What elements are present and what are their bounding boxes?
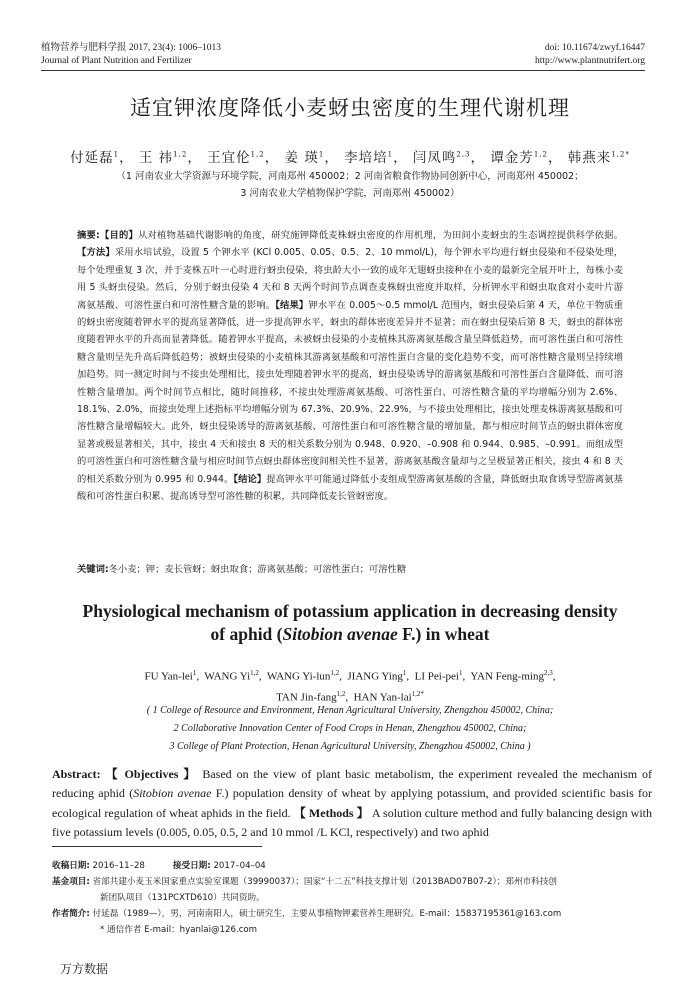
author-affiliation-mark: 1 bbox=[113, 150, 120, 159]
author-affiliation-mark: 1,2 bbox=[336, 689, 346, 698]
funding-label: 基金项目: bbox=[52, 877, 90, 887]
abstract-label: 摘要: bbox=[77, 230, 100, 241]
received-date: 2016–11–28 bbox=[92, 861, 145, 871]
results-text: 钾水平在 0.005～0.5 mmol/L 范围内，蚜虫侵染后第 4 天，单位干物质重的蚜虫密度随着钾水平的提高显著降低，进一步提高钾水平，蚜虫的群体密度差异并不显著；而在蚜虫侵染后第 8 天，蚜虫的群体密度随着钾水平的升高而显著降低。随着钾水平提高，未被蚜虫侵染的小麦植株其游离氨基酸含量呈降低趋势，而可溶性蛋白和可溶性糖含量则呈先升高后降低趋势；被蚜虫侵染的小麦植株其游离氨基酸和可溶性蛋白含量的变化趋势不变，而可溶性糖含量则呈持续增加趋势。同一测定时间与不接虫处理相比，接虫处理随着钾水平的提高，蚜虫侵染诱导的游离氨基酸和可溶性蛋白含量降低、而可溶性糖含量增加。两个时间节点相比，随时间推移，不接虫处理游离氨基酸、可溶性蛋白、可溶性糖含量的平均增幅分别为 2.6%、18.1%、2.0%，而接虫处理上述指标平均增幅分别为 67.3%、20.9%、22.9%，与不接虫处理相比，接虫处理麦株游离氨基酸和可溶性糖含量增幅较大。此外，蚜虫侵染诱导的游离氨基酸、可溶性蛋白和可溶性糖含量的增加量，都与相应时间节点的蚜虫群体密度显著或极显著相关，其中，接虫 4 天和接虫 8 天的相关系数分别为 0.948、0.920、–0.908 和 0.944、0.985、–0.991。而组成型的可溶性蛋白和可溶性糖含量与相应时间节点蚜虫群体密度间相关性不显著，游离氨基酸含量却与之呈极显著正相关，接虫 4 和 8 天的相关系数分别为 0.995 和 0.944。 bbox=[77, 299, 623, 485]
affiliation-line: （1 河南农业大学资源与环境学院，河南郑州 450002；2 河南省粮食作物协同创新中心，河南郑州 450002； bbox=[116, 171, 584, 182]
journal-citation-cn: 植物营养与肥料学报 2017, 23(4): 1006–1013 bbox=[41, 43, 221, 53]
author-affiliation-mark: 1 bbox=[402, 669, 407, 677]
author-affiliation-mark: 1,2 bbox=[173, 150, 188, 159]
species-name: Sitobion avenae bbox=[133, 786, 212, 801]
title-suffix: F.) in wheat bbox=[397, 624, 490, 644]
author-name: 付延磊 bbox=[70, 150, 114, 166]
doi-info bbox=[535, 42, 645, 68]
keywords-text: 冬小麦；钾；麦长管蚜；蚜虫取食；游离氨基酸；可溶性蛋白；可溶性糖 bbox=[108, 564, 407, 575]
author-info-row bbox=[52, 906, 652, 922]
journal-url-link[interactable]: http://www.plantnutrifert.org bbox=[534, 56, 645, 66]
methods-text: 采用水培试验，设置 5 个钾水平 (KCl 0.005、0.05、0.5、2、10 mmol/L)，每个钾水平均进行蚜虫侵染和不侵染处理，每个处理重复 3 次，并于麦株五叶一心时进行蚜虫侵染，将虫龄大小一致的成年无翅蚜虫接种在小麦的最新完全展开叶上，每株小麦用 5 头蚜虫侵染。然后，分别于蚜虫侵染 4 天和 8 天两个时间节点调查麦株蚜虫密度并取样，分析钾水平和蚜虫取食对小麦叶片游离氨基酸、可溶性蛋白和可溶性糖含量的影响。 bbox=[77, 247, 623, 311]
chinese-affiliations bbox=[40, 168, 660, 202]
doi-text: doi: 10.11674/zwyf.16447 bbox=[544, 43, 645, 53]
conclusions-label: 【结论】 bbox=[233, 473, 267, 485]
author-affiliation-mark: 1 bbox=[192, 669, 197, 677]
chinese-title: 适宜钾浓度降低小麦蚜虫密度的生理代谢机理 bbox=[130, 96, 570, 120]
received-label: 收稿日期: bbox=[52, 861, 90, 871]
affiliation-line: ( 1 College of Resource and Environment, Henan Agricultural University, Zhengzhou 450002, China; bbox=[146, 705, 554, 716]
objectives-label: 【 Objectives 】 bbox=[105, 767, 198, 781]
english-authors: FU Yan-lei$^1$, WANG Yi$^{1,2}$, WANG Yi-lun$^{1,2}$, JIANG Ying$^1$, LI Pei-pei$^1$, YAN Feng-ming$^{2,3}$, TAN Jin-fang$^{1,2}$, HAN Yan-lai$^{1,2*}$ bbox=[144, 669, 556, 704]
dates-row bbox=[52, 858, 652, 874]
author-affiliation-mark: 1,2 bbox=[330, 669, 340, 677]
author-info-label: 作者简介: bbox=[52, 909, 90, 919]
objectives-text: F.) population density of wheat by applying potassium, and provided scientific basis for ecological regulation of wheat aphids in the field. bbox=[52, 786, 653, 820]
author-name: FU Yan-lei bbox=[144, 670, 193, 683]
title-prefix: of aphid ( bbox=[210, 624, 283, 644]
affiliation-line: 3 河南农业大学植物保护学院，河南郑州 450002） bbox=[240, 188, 460, 199]
author-name: TAN Jin-fang bbox=[276, 691, 337, 704]
funding-text-continued: 新团队项目（131PCXTD610）共同资助。 bbox=[100, 893, 265, 903]
results-label: 【结果】 bbox=[275, 299, 309, 311]
author-affiliation-mark: 1,2* bbox=[611, 150, 630, 159]
accepted-label: 接受日期: bbox=[172, 861, 211, 871]
author-affiliation-mark: 2,3 bbox=[543, 669, 553, 677]
objectives-text: Based on the view of plant basic metabolism, the experiment revealed the mechanism of reducing aphid ( bbox=[52, 767, 653, 801]
accepted-date: 2017–04–04 bbox=[213, 861, 266, 871]
methods-label: 【 Methods 】 bbox=[293, 805, 369, 820]
author-affiliation-mark: 1,2 bbox=[250, 669, 259, 677]
author-name: 韩燕来 bbox=[567, 150, 612, 166]
corresponding-author: * 通信作者 E-mail：hyanlai@126.com bbox=[100, 925, 258, 935]
english-title-line1: Physiological mechanism of potassium application in decreasing density bbox=[82, 601, 618, 621]
abstract-label: Abstract: bbox=[52, 767, 101, 781]
author-name: LI Pei-pei bbox=[414, 670, 459, 683]
funding-row bbox=[52, 874, 652, 890]
objectives-text: 从对植物基础代谢影响的角度，研究施钾降低麦株蚜虫密度的作用机理，为田间小麦蚜虫的生态调控提供科学依据。 bbox=[138, 230, 623, 241]
objectives-label: 【目的】 bbox=[99, 230, 139, 241]
english-affiliations bbox=[40, 702, 660, 756]
author-name: WANG Yi bbox=[204, 670, 251, 683]
author-name: WANG Yi-lun bbox=[266, 670, 331, 683]
chinese-abstract bbox=[77, 227, 623, 506]
journal-name-en: Journal of Plant Nutrition and Fertilizer bbox=[41, 56, 192, 66]
author-name: 王 祎 bbox=[138, 150, 174, 166]
footnote-divider bbox=[52, 846, 262, 847]
affiliation-line: 2 Collaborative Innovation Center of Food Crops in Henan, Zhengzhou 450002, China; bbox=[173, 723, 527, 734]
author-affiliation-mark: 1,2 bbox=[533, 150, 548, 159]
author-affiliation-mark: 1,2 bbox=[250, 150, 265, 159]
methods-label: 【方法】 bbox=[77, 247, 115, 259]
keywords-label: 关键词: bbox=[77, 564, 109, 575]
author-name: 谭金芳 bbox=[490, 150, 534, 166]
footnotes bbox=[52, 858, 652, 938]
author-name: 闫凤鸣 bbox=[412, 150, 457, 166]
author-name: JIANG Ying bbox=[347, 670, 403, 683]
english-title-line2 bbox=[60, 623, 640, 646]
author-affiliation-mark: 1 bbox=[318, 150, 325, 159]
author-name: 王宜伦 bbox=[207, 150, 251, 166]
methods-text: A solution culture method and fully balancing design with five potassium levels (0.005, 0.05, 0.5, 2 and 10 mmol /L KCl, respectively) and two aphid bbox=[52, 805, 653, 839]
author-affiliation-mark: 1 bbox=[458, 669, 463, 677]
english-title bbox=[60, 600, 640, 646]
affiliation-line: 3 College of Plant Protection, Henan Agricultural University, Zhengzhou 450002, China ) bbox=[169, 741, 531, 752]
author-name: 李培培 bbox=[344, 150, 388, 166]
english-abstract bbox=[52, 765, 652, 842]
watermark: 万方数据 bbox=[60, 962, 109, 976]
chinese-keywords bbox=[77, 561, 623, 575]
author-info-text: 付延磊（1989—），男，河南南阳人，硕士研究生，主要从事植物钾素营养生理研究。E-mail：15837195361@163.com bbox=[92, 909, 562, 919]
author-affiliation-mark: 1 bbox=[387, 150, 394, 159]
running-header bbox=[41, 42, 645, 68]
author-name: HAN Yan-lai bbox=[353, 691, 412, 704]
funding-text: 省部共建小麦玉米国家重点实验室课题（39990037）；国家“十二五”科技支撑计划（2013BAD07B07-2）；郑州市科技创 bbox=[92, 877, 557, 887]
header-divider bbox=[41, 70, 645, 71]
chinese-authors: 付延磊$^1$， 王 祎$^{1,2}$， 王宜伦$^{1,2}$， 姜 瑛$^1$， 李培培$^1$， 闫凤鸣$^{2,3}$， 谭金芳$^{1,2}$， 韩燕来$^{1,2*}$ bbox=[70, 150, 630, 166]
species-name: Sitobion avenae bbox=[282, 624, 398, 644]
author-name: 姜 瑛 bbox=[284, 150, 319, 166]
author-affiliation-mark: 1,2* bbox=[411, 689, 424, 698]
journal-info bbox=[41, 42, 221, 68]
author-name: YAN Feng-ming bbox=[470, 670, 544, 683]
author-affiliation-mark: 2,3 bbox=[456, 150, 471, 159]
conclusions-text: 提高钾水平可能通过降低小麦组成型游离氨基酸的含量，降低蚜虫取食诱导型游离氨基酸和可溶性蛋白积累、提高诱导型可溶性糖的积累，共同降低麦长管蚜密度。 bbox=[77, 473, 623, 503]
